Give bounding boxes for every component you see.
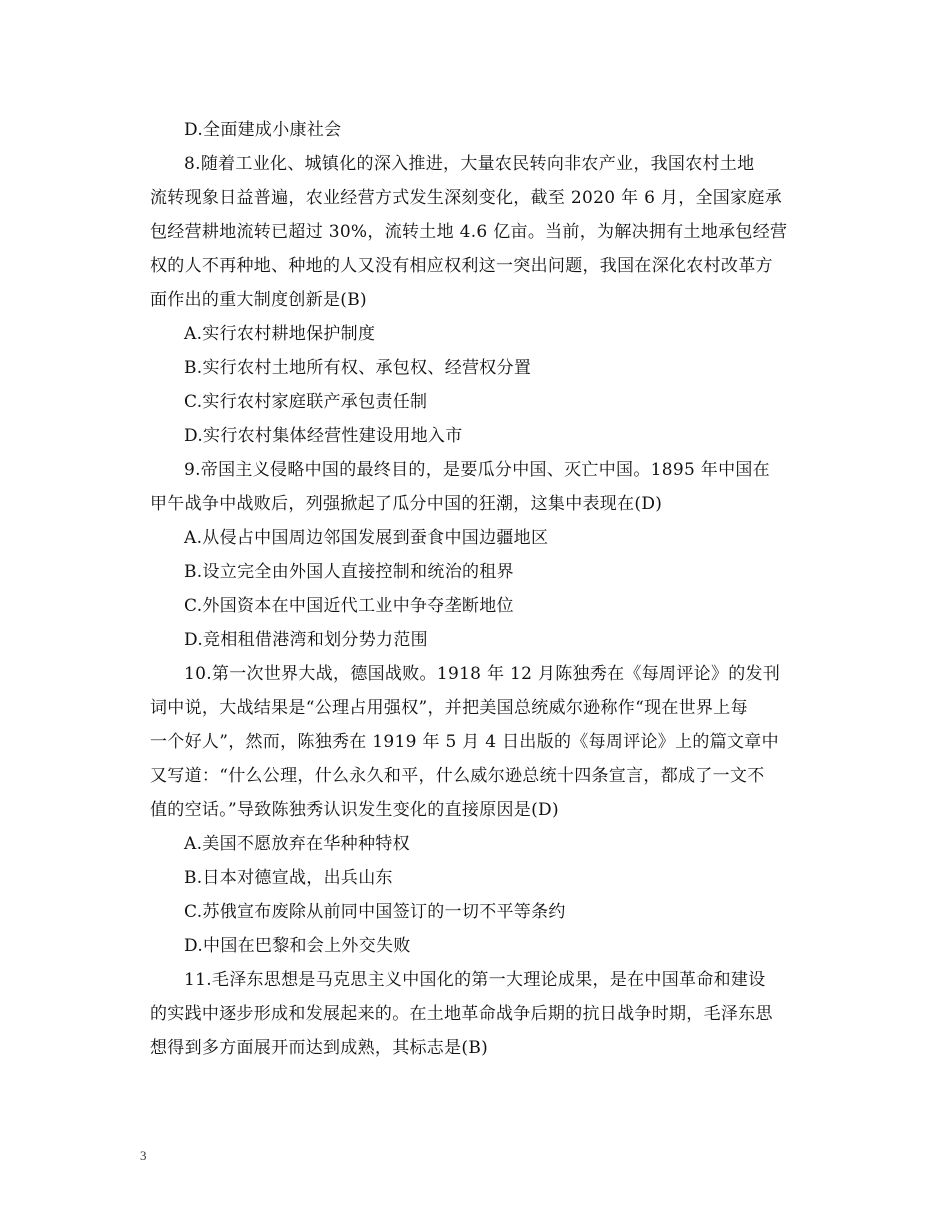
answer-option: B.设立完全由外国人直接控制和统治的租界 — [184, 562, 514, 582]
question-line: 一个好人”，然而，陈独秀在 1919 年 5 月 4 日出版的《每周评论》上的篇文章中 — [150, 732, 779, 752]
page-number: 3 — [140, 1148, 147, 1163]
question-line: 面作出的重大制度创新是(B) — [150, 290, 367, 310]
answer-option: B.实行农村土地所有权、承包权、经营权分置 — [184, 358, 532, 378]
answer-option: C.外国资本在中国近代工业中争夺垄断地位 — [184, 596, 514, 616]
answer-option: A.美国不愿放弃在华种种特权 — [184, 834, 410, 854]
question-8 — [150, 147, 818, 317]
question-line: 词中说，大战结果是“公理占用强权”，并把美国总统威尔逊称作“现在世界上每 — [150, 698, 748, 718]
question-11 — [150, 963, 818, 1065]
question-line: 9.帝国主义侵略中国的最终目的，是要瓜分中国、灭亡中国。1895 年中国在 — [184, 460, 770, 480]
question-line: 11.毛泽东思想是马克思主义中国化的第一大理论成果，是在中国革命和建设 — [184, 970, 766, 990]
question-line: 的实践中逐步形成和发展起来的。在土地革命战争后期的抗日战争时期，毛泽东思 — [150, 1004, 773, 1024]
question-line: 包经营耕地流转已超过 30%，流转土地 4.6 亿亩。当前，为解决拥有土地承包经营 — [150, 222, 788, 242]
question-9 — [150, 453, 818, 521]
answer-option: D.中国在巴黎和会上外交失败 — [184, 936, 411, 956]
answer-option: B.日本对德宣战，出兵山东 — [184, 868, 393, 888]
question-line: 流转现象日益普遍，农业经营方式发生深刻变化，截至 2020 年 6 月，全国家庭承 — [150, 188, 782, 208]
question-10 — [150, 657, 818, 827]
answer-option: A.从侵占中国周边邻国发展到蚕食中国边疆地区 — [184, 528, 549, 548]
answer-option: D.全面建成小康社会 — [184, 120, 342, 140]
question-line: 10.第一次世界大战，德国战败。1918 年 12 月陈独秀在《每周评论》的发刊 — [184, 664, 781, 684]
answer-option: D.实行农村集体经营性建设用地入市 — [184, 426, 463, 446]
answer-option: A.实行农村耕地保护制度 — [184, 324, 376, 344]
answer-option: C.实行农村家庭联产承包责任制 — [184, 392, 428, 412]
question-line: 甲午战争中战败后，列强掀起了瓜分中国的狂潮，这集中表现在(D) — [150, 494, 663, 514]
question-line: 值的空话。”导致陈独秀认识发生变化的直接原因是(D) — [150, 800, 559, 820]
answer-option: D.竞相租借港湾和划分势力范围 — [184, 630, 428, 650]
question-line: 权的人不再种地、种地的人又没有相应权利这一突出问题，我国在深化农村改革方 — [150, 256, 773, 276]
page-content — [150, 113, 818, 1065]
question-line: 想得到多方面展开而达到成熟，其标志是(B) — [150, 1038, 489, 1058]
question-line: 又写道：“什么公理，什么永久和平，什么威尔逊总统十四条宣言，都成了一文不 — [150, 766, 765, 786]
answer-option: C.苏俄宣布废除从前同中国签订的一切不平等条约 — [184, 902, 566, 922]
question-line: 8.随着工业化、城镇化的深入推进，大量农民转向非农产业，我国农村土地 — [184, 154, 755, 174]
